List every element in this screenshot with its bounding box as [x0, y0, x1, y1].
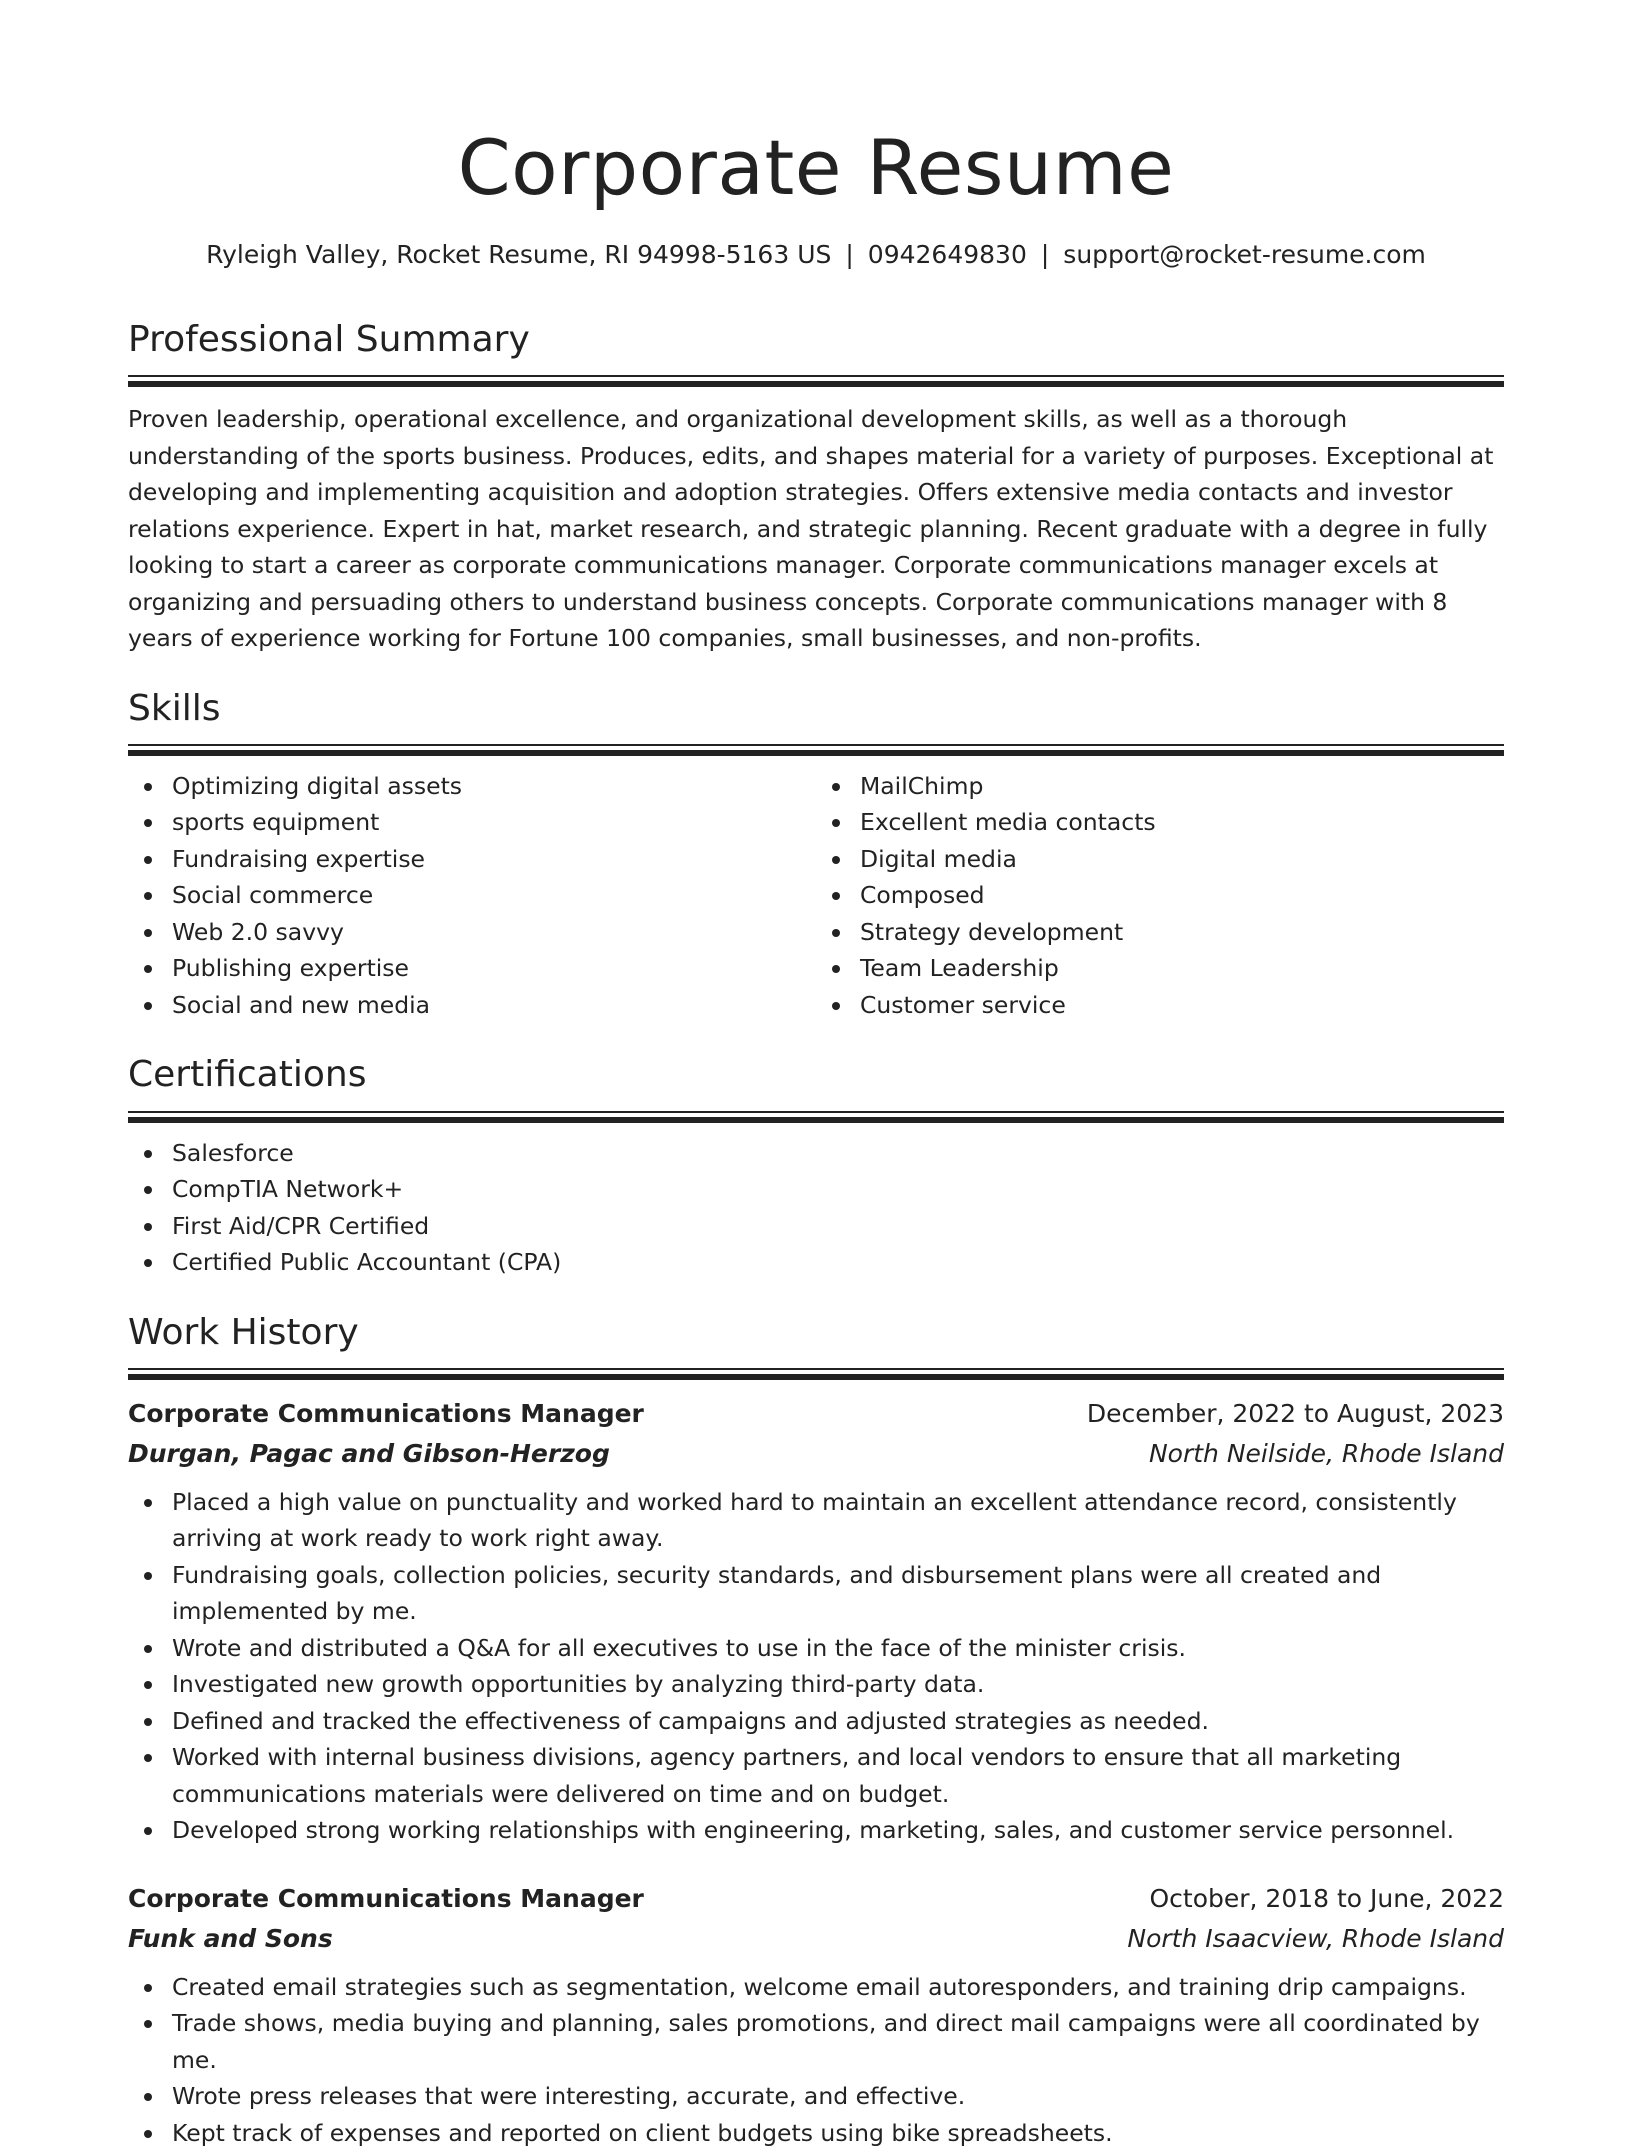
certification-item: CompTIA Network+: [128, 1171, 1504, 1208]
skills-heading: Skills: [128, 687, 221, 729]
skill-item: Optimizing digital assets: [128, 768, 816, 805]
section-divider: [128, 1368, 1504, 1380]
job-dates: December, 2022 to August, 2023: [1086, 1398, 1504, 1428]
skills-grid: [128, 768, 1504, 1024]
certifications-heading: Certifications: [128, 1054, 367, 1096]
skills-list-right: [816, 768, 1504, 1024]
skill-item: Customer service: [816, 987, 1504, 1024]
section-divider: [128, 1111, 1504, 1123]
job-duty-item: Fundraising goals, collection policies, security standards, and disbursement plans were all created and implemented by me.: [128, 1557, 1504, 1630]
contact-line: [128, 240, 1504, 270]
job-duty-item: Investigated new growth opportunities by analyzing third-party data.: [128, 1666, 1504, 1703]
job-location: North Neilside, Rhode Island: [1148, 1438, 1504, 1468]
job-duty-item: Trade shows, media buying and planning, sales promotions, and direct mail campaigns were all coordinated by me.: [128, 2005, 1504, 2078]
certification-item: Salesforce: [128, 1135, 1504, 1172]
job-duty-item: Wrote press releases that were interesting, accurate, and effective.: [128, 2078, 1504, 2115]
summary-section: [128, 318, 1504, 657]
job-header-row: [128, 1394, 1504, 1434]
skill-item: Strategy development: [816, 914, 1504, 951]
job-dates: October, 2018 to June, 2022: [1149, 1883, 1504, 1913]
skill-item: Composed: [816, 877, 1504, 914]
contact-address: Ryleigh Valley, Rocket Resume, RI 94998-5163 US: [206, 240, 832, 269]
job-title: Corporate Communications Manager: [128, 1398, 644, 1428]
certifications-section: [128, 1053, 1504, 1280]
job-duty-item: Defined and tracked the effectiveness of campaigns and adjusted strategies as needed.: [128, 1703, 1504, 1740]
skill-item: Digital media: [816, 841, 1504, 878]
certifications-list: [128, 1135, 1504, 1281]
job-company: Funk and Sons: [128, 1923, 333, 1953]
job-duty-item: Worked with internal business divisions, agency partners, and local vendors to ensure that all marketing communications materials were delivered on time and on budget.: [128, 1739, 1504, 1812]
document-title: Corporate Resume: [457, 123, 1175, 212]
job-title: Corporate Communications Manager: [128, 1883, 644, 1913]
skills-list-left: [128, 768, 816, 1024]
job-location: North Isaacview, Rhode Island: [1127, 1923, 1504, 1953]
skill-item: sports equipment: [128, 804, 816, 841]
skills-section: [128, 687, 1504, 1024]
contact-separator: |: [1040, 240, 1050, 269]
section-divider: [128, 744, 1504, 756]
skill-item: Social and new media: [128, 987, 816, 1024]
job-entry: [128, 1394, 1504, 1849]
work-history-section: [128, 1311, 1504, 2151]
job-header-row: [128, 1879, 1504, 1919]
skill-item: Fundraising expertise: [128, 841, 816, 878]
job-duty-item: Created email strategies such as segmentation, welcome email autoresponders, and training drip campaigns.: [128, 1969, 1504, 2006]
work-history-heading: Work History: [128, 1311, 359, 1353]
job-duty-item: Developed strong working relationships with engineering, marketing, sales, and customer service personnel.: [128, 1812, 1504, 1849]
job-duty-item: Placed a high value on punctuality and worked hard to maintain an excellent attendance record, consistently arriving at work ready to work right away.: [128, 1484, 1504, 1557]
skill-item: Team Leadership: [816, 950, 1504, 987]
summary-heading: Professional Summary: [128, 319, 530, 360]
section-divider: [128, 375, 1504, 387]
job-duty-item: Kept track of expenses and reported on client budgets using bike spreadsheets.: [128, 2115, 1504, 2151]
job-duties-list: [128, 1969, 1504, 2151]
job-company: Durgan, Pagac and Gibson-Herzog: [128, 1438, 610, 1468]
job-entry: [128, 1879, 1504, 2151]
certification-item: First Aid/CPR Certified: [128, 1208, 1504, 1245]
contact-email: support@rocket-resume.com: [1063, 240, 1426, 269]
job-duties-list: [128, 1484, 1504, 1849]
skill-item: Web 2.0 savvy: [128, 914, 816, 951]
summary-text: Proven leadership, operational excellence, and organizational development skills, as well as a thorough understanding of the sports business. Produces, edits, and shapes material for a variety of purposes. Exceptional at developing and implementing acquisition and adoption strategies. Offers extensive media contacts and investor relations experience. Expert in hat, market research, and strategic planning. Recent graduate with a degree in fully looking to start a career as corporate communications manager. Corporate communications manager excels at organizing and persuading others to understand business concepts. Corporate communications manager with 8 years of experience working for Fortune 100 companies, small businesses, and non-profits.: [128, 405, 1494, 653]
contact-phone: 0942649830: [867, 240, 1027, 269]
skill-item: Excellent media contacts: [816, 804, 1504, 841]
job-subheader-row: [128, 1919, 1504, 1959]
certification-item: Certified Public Accountant (CPA): [128, 1244, 1504, 1281]
job-duty-item: Wrote and distributed a Q&A for all executives to use in the face of the minister crisis.: [128, 1630, 1504, 1667]
skill-item: MailChimp: [816, 768, 1504, 805]
contact-separator: |: [845, 240, 854, 269]
job-subheader-row: [128, 1434, 1504, 1474]
skill-item: Social commerce: [128, 877, 816, 914]
skill-item: Publishing expertise: [128, 950, 816, 987]
